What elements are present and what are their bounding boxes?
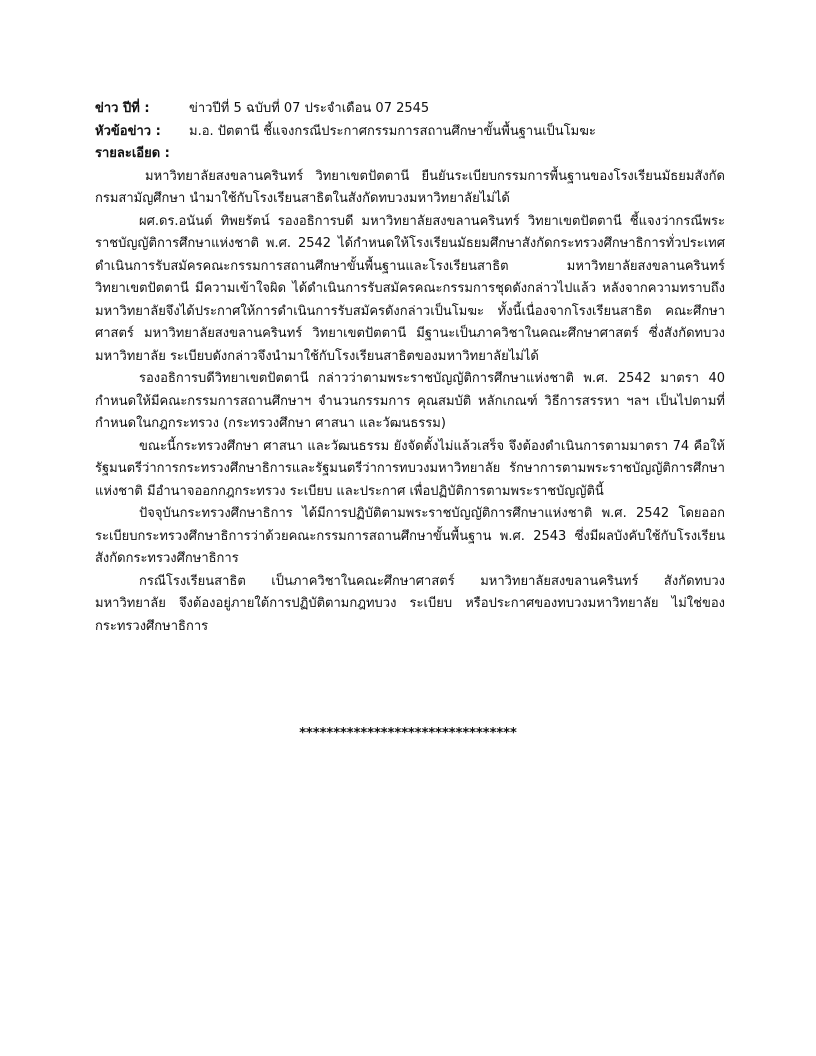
topic-row xyxy=(95,121,725,144)
paragraph-2: ผศ.ดร.อนันต์ ทิพยรัตน์ รองอธิการบดี มหาวิทยาลัยสงขลานครินทร์ วิทยาเขตปัตตานี ชี้แจงว่ากรณีพระราชบัญญัติการศึกษาแห่งชาติ พ.ศ. 2542 ได้กำหนดให้โรงเรียนมัธยมศึกษาสังกัดกระทรวงศึกษาธิการทั่วประเทศ ดำเนินการรับสมัครคณะกรรมการสถานศึกษาขั้นพื้นฐานและโรงเรียนสาธิต มหาวิทยาลัยสงขลานครินทร์ วิทยาเขตปัตตานี มีความเข้าใจผิด ได้ดำเนินการรับสมัครคณะกรรมการชุดดังกล่าวไปแล้ว หลังจากความทราบถึงมหาวิทยาลัยจึงได้ประกาศให้การดำเนินการรับสมัครดังกล่าวเป็นโมฆะ ทั้งนี้เนื่องจากโรงเรียนสาธิต คณะศึกษาศาสตร์ มหาวิทยาลัยสงขลานครินทร์ วิทยาเขตปัตตานี มีฐานะเป็นภาควิชาในคณะศึกษาศาสตร์ ซึ่งสังกัดทบวงมหาวิทยาลัย ระเบียบดังกล่าวจึงนำมาใช้กับโรงเรียนสาธิตของมหาวิทยาลัยไม่ได้ xyxy=(95,213,725,364)
issue-row xyxy=(95,98,725,121)
topic-value: ม.อ. ปัตตานี ชี้แจงกรณีประกาศกรรมการสถานศึกษาขั้นพื้นฐานเป็นโมฆะ xyxy=(189,123,596,139)
paragraph-6: กรณีโรงเรียนสาธิต เป็นภาควิชาในคณะศึกษาศาสตร์ มหาวิทยาลัยสงขลานครินทร์ สังกัดทบวงมหาวิทยาลัย จึงต้องอยู่ภายใต้การปฏิบัติตามกฎทบวง ระเบียบ หรือประกาศของทบวงมหาวิทยาลัย ไม่ใช่ของกระทรวงศึกษาธิการ xyxy=(95,573,725,634)
paragraph-4: ขณะนี้กระทรวงศึกษา ศาสนา และวัฒนธรรม ยังจัดตั้งไม่แล้วเสร็จ จึงต้องดำเนินการตามมาตรา 74 คือให้รัฐมนตรีว่าการกระทรวงศึกษาธิการและรัฐมนตรีว่าการทบวงมหาวิทยาลัย รักษาการตามพระราชบัญญัติการศึกษาแห่งชาติ มีอำนาจออกกฎกระทรวง ระเบียบ และประกาศ เพื่อปฏิบัติการตามพระราชบัญญัตินี้ xyxy=(95,438,725,499)
end-divider: ******************************** xyxy=(299,726,517,741)
paragraph-1: มหาวิทยาลัยสงขลานครินทร์ วิทยาเขตปัตตานี ยืนยันระเบียบกรรมการพื้นฐานของโรงเรียนมัธยมสังกัดกรมสามัญศึกษา นำมาใช้กับโรงเรียนสาธิตในสังกัดทบวงมหาวิทยาลัยไม่ได้ xyxy=(95,168,725,206)
detail-label: รายละเอียด : xyxy=(95,146,170,161)
paragraph-3: รองอธิการบดีวิทยาเขตปัตตานี กล่าวว่าตามพระราชบัญญัติการศึกษาแห่งชาติ พ.ศ. 2542 มาตรา 40 กำหนดให้มีคณะกรรมการสถานศึกษาฯ จำนวนกรรมการ คุณสมบัติ หลักเกณฑ์ วิธีการสรรหา ฯลฯ เป็นไปตามที่กำหนดในกฎกระทรวง (กระทรวงศึกษา ศาสนา และวัฒนธรรม) xyxy=(95,371,725,431)
issue-label: ข่าว ปีที่ : xyxy=(95,101,150,116)
issue-value: ข่าวปีที่ 5 ฉบับที่ 07 ประจำเดือน 07 2545 xyxy=(189,101,430,116)
topic-label: หัวข้อข่าว : xyxy=(95,123,161,139)
paragraph-5: ปัจจุบันกระทรวงศึกษาธิการ ได้มีการปฏิบัติตามพระราชบัญญัติการศึกษาแห่งชาติ พ.ศ. 2542 โดยออกระเบียบกระทรวงศึกษาธิการว่าด้วยคณะกรรมการสถานศึกษาขั้นพื้นฐาน พ.ศ. 2543 ซึ่งมีผลบังคับใช้กับโรงเรียนสังกัดกระทรวงศึกษาธิการ xyxy=(95,506,725,566)
document-page xyxy=(95,98,725,638)
